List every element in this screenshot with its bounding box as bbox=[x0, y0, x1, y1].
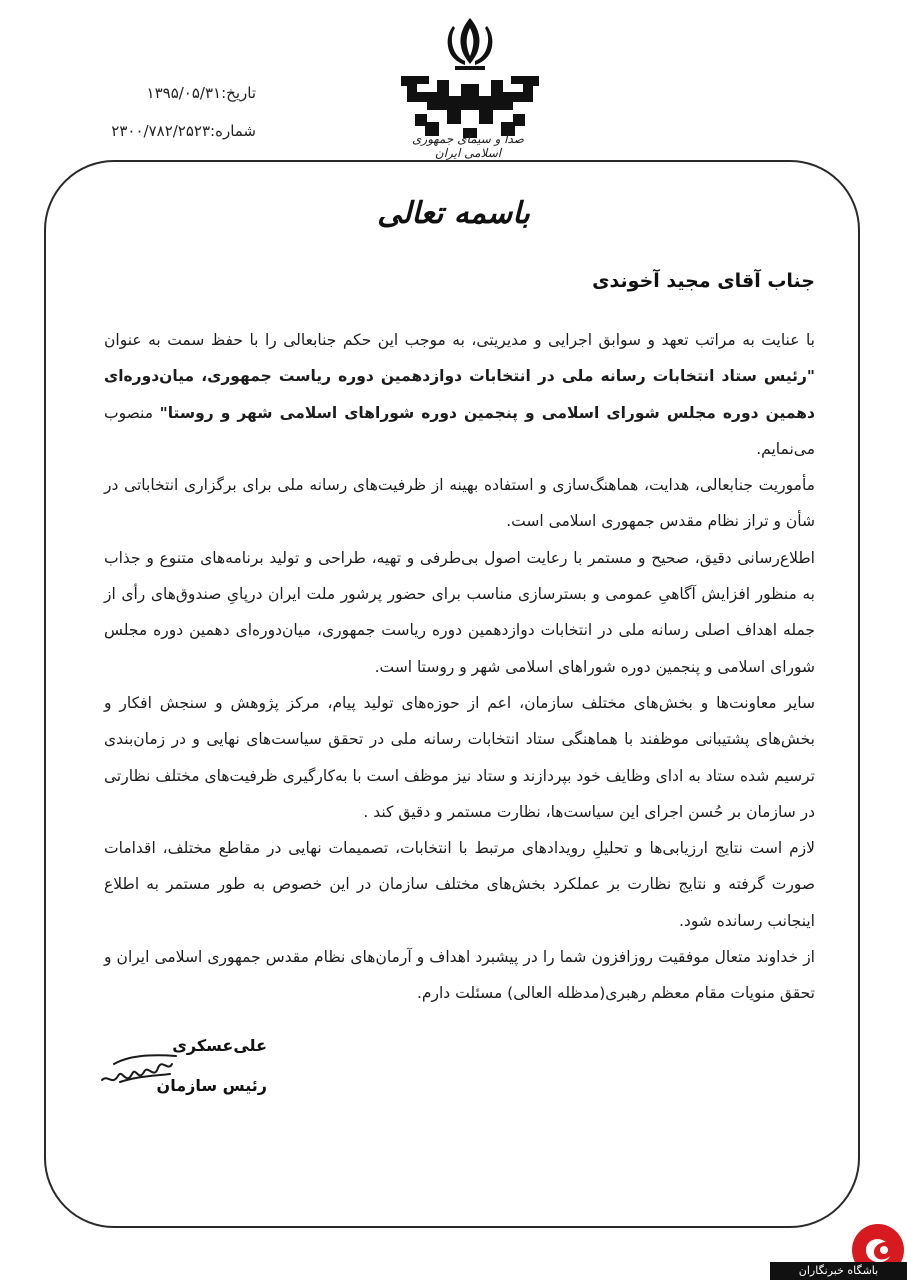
paragraph-4: سایر معاونت‌ها و بخش‌های مختلف سازمان، اعم از حوزه‌های تولید پیام، مرکز پژوهش و سنجش افکار و بخش‌های پشتیبانی موظفند با هماهنگی ستاد انتخابات رسانه ملی در تحقق سیاست‌های نهایی و در زمان‌بندی ترسیم شده ستاد به ادای وظایف خود بپردازند و ستاد نیز موظف است با به‌کارگیری ظرفیت‌های مختلف نظارتی در سازمان بر حُسن اجرای این سیاست‌ها، نظارت مستمر و دقیق کند . bbox=[104, 693, 815, 821]
recipient-name: جناب آقای مجید آخوندی bbox=[592, 270, 815, 292]
paragraph-1-end: منصوب می‌نمایم. bbox=[104, 403, 815, 458]
signatory-title: رئیس سازمان bbox=[156, 1076, 267, 1095]
letter-meta bbox=[96, 74, 256, 150]
number-row bbox=[96, 112, 256, 150]
position-title: "رئیس ستاد انتخابات رسانه ملی در انتخابات دوازدهمین دوره ریاست جمهوری، میان‌دوره‌ای دهمین دوره مجلس شورای اسلامی و پنجمین دوره شوراهای اسلامی شهر و روستا" bbox=[104, 367, 815, 422]
logo-caption: صدا و سیمای جمهوری اسلامی ایران bbox=[412, 132, 524, 160]
paragraph-5: لازم است نتایج ارزیابی‌ها و تحلیلِ رویدادهای مرتبط با انتخابات، تصمیمات نهایی در مقاطع مختلف، اقدامات صورت گرفته و نتایج نظارت بر عملکرد بخش‌های مختلف سازمان در این خصوص به طور مستمر به اطلاع اینجانب رسانده شود. bbox=[104, 839, 815, 930]
paragraph-1-intro: با عنایت به مراتب تعهد و سوابق اجرایی و مدیریتی، به موجب این حکم جنابعالی را با حفظ سمت به عنوان bbox=[104, 331, 815, 349]
paragraph-3: اطلاع‌رسانی دقیق، صحیح و مستمر با رعایت اصول بی‌طرفی و تهیه، طراحی و تولید برنامه‌های متنوع و جذاب به منظور افزایش آگاهیِ عمومی و بسترسازی مناسب برای حضور پرشور ملت ایران درپایِ صندوق‌های رأی از جمله اهداف اصلی رسانه ملی در انتخابات دوازدهمین دوره ریاست جمهوری، میان‌دوره‌ای دهمین دوره مجلس شورای اسلامی و پنجمین دوره شوراهای اسلامی شهر و روستا است. bbox=[104, 548, 815, 676]
handwritten-signature bbox=[98, 1046, 180, 1092]
date-label: تاریخ: bbox=[221, 84, 256, 102]
invocation-heading: باسمه تعالی bbox=[377, 196, 530, 231]
date-row bbox=[96, 74, 256, 112]
number-value: ۲۳۰۰/۷۸۲/۲۵۲۳ bbox=[111, 122, 211, 140]
signatory-name: علی‌عسکری bbox=[172, 1036, 267, 1055]
number-label: شماره: bbox=[210, 122, 256, 140]
paragraph-6: از خداوند متعال موفقیت روزافزون شما را در پیشبرد اهداف و آرمان‌های نظام مقدس جمهوری اسلامی ایران و تحقق منویات مقام معظم رهبری(مدظله العالی) مسئلت دارم. bbox=[104, 948, 815, 1003]
paragraph-1 bbox=[104, 322, 815, 467]
watermark-label: باشگاه خبرنگاران bbox=[770, 1262, 907, 1280]
letter-body bbox=[104, 322, 815, 1012]
date-value: ۱۳۹۵/۰۵/۳۱ bbox=[146, 84, 222, 102]
paragraph-2: مأموریت جنابعالی، هدایت، هماهنگ‌سازی و استفاده بهینه از ظرفیت‌های رسانه ملی برای برگزاری انتخاباتی در شأن و تراز نظام مقدس جمهوری اسلامی است. bbox=[104, 476, 815, 531]
